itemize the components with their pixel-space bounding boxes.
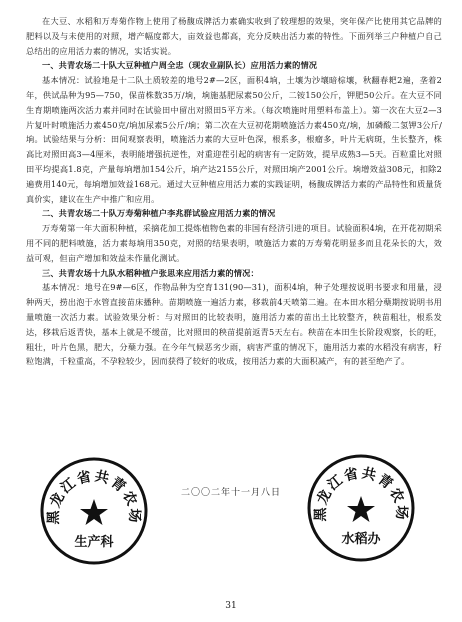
document-date: 二〇〇二年十一月八日 <box>180 488 281 498</box>
section-paragraph: 基本情况：地号在9#—6区，作物品种为空育131(90—31)，面积4垧，种子处理按说明书要求和用量，浸种两天，捞出泡于水管直接苗床播种。苗期喷施一遍活力素，移栽前4天喷第二遍。在本田水稻分蘖期按说明书用量喷施一次活力素。试验效果分析：与对照田的比较表明，施用活力素的苗出土比较整齐，秧苗粗壮，根系发达，移栽后返青快，基本上就是不缓苗，比对照田的秧苗提前返青5天左右。秧苗在本田生长阶段观察，长的旺，粗壮，叶片色黑，肥大，分蘖力强。在今年气候恶劣少雨，病害严重的情况下，施用活力素的水稻没有病害，籽粒饱满，千粒重高，不孕粒较少，因而获得了较好的收成，按用活力素的大面积减产，有的甚至绝产了。 <box>26 282 442 367</box>
seal-unit: 生产科 <box>74 535 114 550</box>
section-marigold <box>26 206 442 265</box>
section-rice <box>26 266 442 370</box>
star-icon <box>80 499 108 525</box>
seal-name: 黑龙江省共青农场 <box>45 468 143 525</box>
seal-unit: 水稻办 <box>341 532 381 547</box>
section-title: 一、共青农场二十队大豆种植户周全忠（现农业副队长）应用活力素的情况 <box>42 60 318 71</box>
document-body <box>26 14 442 369</box>
seal-rice-office <box>305 452 417 564</box>
section-paragraph: 万寿菊第一年大面积种植，采摘花加工提炼植物色素的非国有经济引进的项目。试验面积4垧，在开花初期采用不同的肥料喷施，活力素每垧用350克，对照的结果表明，喷施活力素的万寿菊花明显多而且花朵长的大，效益可观，但亩产增加和效益未作量化测试。 <box>26 223 442 263</box>
page-number: 31 <box>225 601 237 611</box>
star-icon <box>347 496 375 522</box>
section-soybean <box>26 58 442 206</box>
section-paragraph: 基本情况：试验地是十二队土质较差的地号2#—2区，面积4垧，土壤为沙壤暗棕壤，秋翻春耙2遍，垄着2年，供试品种为95—750，保苗株数35万/垧，垧施基肥尿素50公斤，二铵150公斤，钾肥50公斤。在大豆不同生育期喷施两次活力素并同时在试验田中留出对照田5平方米。（每次喷施时用塑料布盖上）。第一次在大豆2—3片复叶时喷施活力素450克/垧加尿素5公斤/垧；第二次在大豆初花期喷施活力素450克/垧，加磷酸二氢钾3公斤/垧。试验结果与分析：田间观察表明，喷施活力素的大豆叶色深，根系多，根瘤多，叶片无病斑，生长整齐，株高比对照田高3—4厘米，表明能增强抗逆性，对重迎茬引起的病害有一定防效，提早成熟3—5天。百粒重比对照田平均提高1.8克，产量每垧增加154公斤，垧产达2155公斤，对照田垧产2001公斤。垧增效益308元，扣除2遍费用140元，每垧增加效益168元。通过大豆种植应用活力素的实践证明，杨馥成牌活力素的产品特性和质量货真价实，建议在生产中推广和应用。 <box>26 75 442 204</box>
section-title: 二、共青农场二十队万寿菊种植户李兆群试验应用活力素的情况 <box>42 208 276 219</box>
section-title: 三、共青农场十九队水稻种植户张思来应用活力素的情况： <box>42 267 259 278</box>
seal-production-section <box>38 455 150 567</box>
seal-name: 黑龙江省共青农场 <box>312 465 410 522</box>
seal-stamp <box>305 452 417 564</box>
seal-stamp <box>38 455 150 567</box>
intro-paragraph: 在大豆、水稻和万寿菊作物上使用了杨馥成牌活力素确实收到了较理想的效果，突年保产比使用其它品牌的肥料以及与未使用的对照，增产幅度都大，亩效益也都高，充分反映出活力素的特性。下面列举三户种植户自己总结出的应用活力素的情况，实话实说。 <box>26 16 442 56</box>
